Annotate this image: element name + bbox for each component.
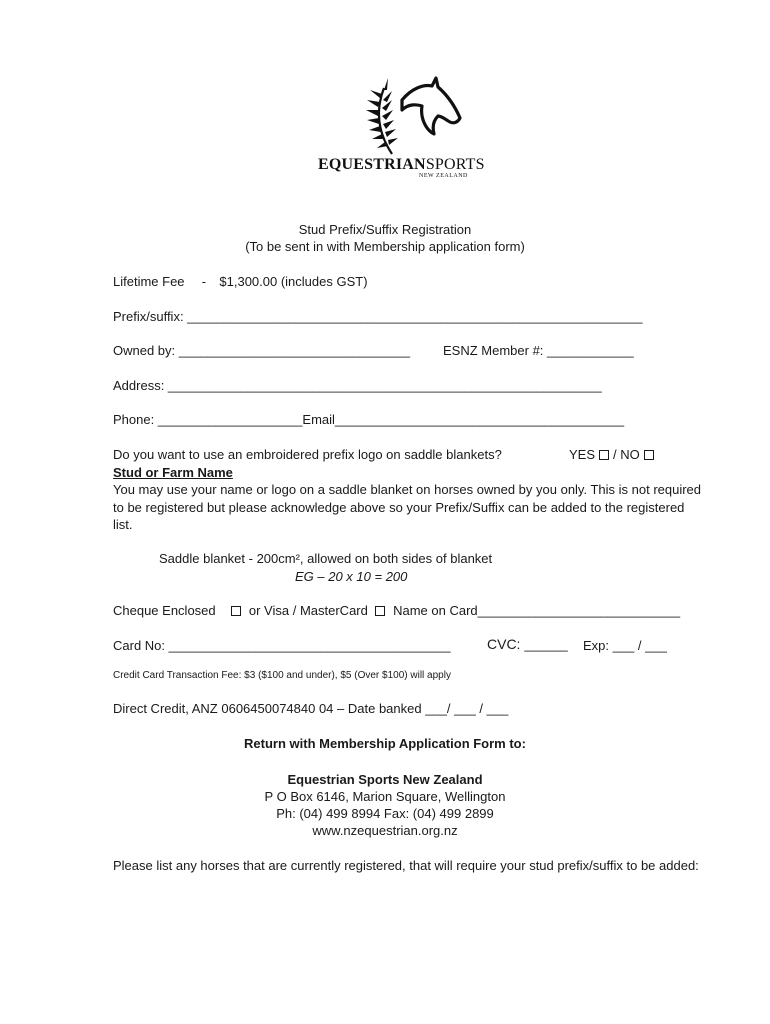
card-number-field[interactable]: Card No: _______________________________________ (113, 638, 451, 653)
yes-checkbox[interactable] (599, 450, 609, 460)
fee-label: Lifetime Fee (113, 274, 185, 289)
no-label: / NO (613, 447, 640, 462)
cheque-label: Cheque Enclosed (113, 603, 216, 618)
stud-heading: Stud or Farm Name (113, 465, 233, 480)
saddle-blanket-line: Saddle blanket - 200cm², allowed on both sides of blanket (159, 551, 493, 566)
logo-question-options (569, 447, 658, 463)
fee-line (113, 274, 368, 290)
fee-amount: $1,300.00 (includes GST) (219, 274, 368, 289)
expiry-field[interactable]: Exp: ___ / ___ (583, 638, 667, 653)
return-heading: Return with Membership Application Form to: (244, 736, 526, 751)
cvc-blank: ______ (524, 637, 568, 652)
logo-brand-bold: EQUESTRIAN (318, 156, 426, 173)
prefix-field[interactable]: Prefix/suffix: _______________________________________________________________ (113, 309, 643, 324)
return-org: Equestrian Sports New Zealand (287, 772, 483, 787)
logo-wordmark (318, 156, 485, 174)
logo-question: Do you want to use an embroidered prefix logo on saddle blankets? (113, 447, 502, 462)
stud-body: You may use your name or logo on a saddle blanket on horses owned by you only. This is not required to be registered but please acknowledge above so your Prefix/Suffix can be added to the registered list. (113, 482, 702, 532)
fee-dash: - (201, 274, 207, 289)
payment-method-line (113, 603, 680, 619)
return-phone: Ph: (04) 499 8994 Fax: (04) 499 2899 (276, 806, 494, 821)
esnz-member-field[interactable]: ESNZ Member #: ____________ (443, 343, 634, 358)
card-fee-note: Credit Card Transaction Fee: $3 ($100 and under), $5 (Over $100) will apply (113, 670, 451, 681)
return-address: P O Box 6146, Marion Square, Wellington (264, 789, 506, 804)
logo-brand-light: SPORTS (425, 156, 485, 173)
cvc-field[interactable] (487, 636, 568, 653)
saddle-example: EG – 20 x 10 = 200 (295, 569, 408, 584)
visa-label: or Visa / MasterCard (248, 603, 368, 618)
horse-fern-logo-icon (362, 74, 466, 158)
cheque-checkbox[interactable] (231, 606, 241, 616)
owned-by-field[interactable]: Owned by: ________________________________ (113, 343, 411, 358)
return-website[interactable]: www.nzequestrian.org.nz (312, 823, 458, 838)
horses-note: Please list any horses that are currently registered, that will require your stud prefix/suffix to be added: (113, 858, 699, 873)
yes-label: YES (569, 447, 596, 462)
direct-credit-line: Direct Credit, ANZ 0606450074840 04 – Date banked ___/ ___ / ___ (113, 701, 509, 716)
no-checkbox[interactable] (644, 450, 654, 460)
address-field[interactable]: Address: ____________________________________________________________ (113, 378, 602, 393)
cvc-label: CVC: (487, 636, 521, 652)
logo-subtext: NEW ZEALAND (419, 173, 468, 179)
phone-email-field[interactable]: Phone: ____________________Email________________________________________ (113, 412, 625, 427)
form-subtitle: (To be sent in with Membership application form) (245, 239, 525, 254)
name-on-card-field[interactable]: Name on Card____________________________ (393, 603, 681, 618)
card-checkbox[interactable] (375, 606, 385, 616)
form-title: Stud Prefix/Suffix Registration (298, 222, 472, 237)
